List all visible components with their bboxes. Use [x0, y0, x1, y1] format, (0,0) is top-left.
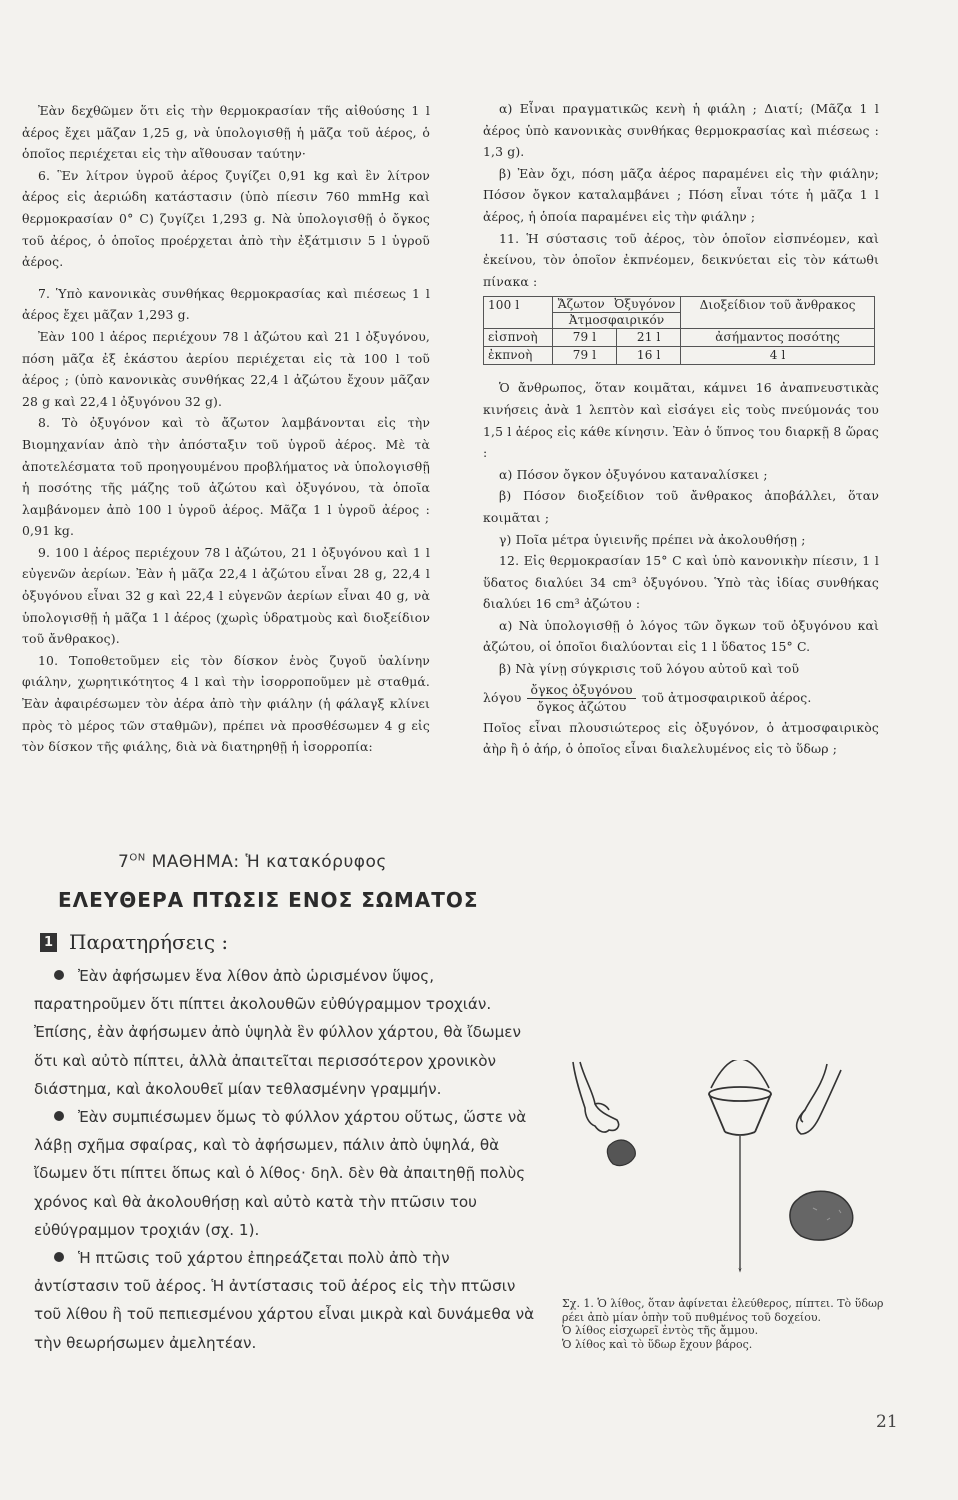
observation-2 — [34, 1103, 539, 1244]
cell-nitrogen: 79 l — [552, 329, 616, 347]
ratio-denominator: ὄγκος ἀζώτου — [536, 698, 627, 714]
problem-7-continued: Ἐὰν 100 l ἀέρος περιέχουν 78 l ἀζώτου καὶ 21 l ὀξυγόνου, πόση μᾶζα ἐξ ἑκάστου ἀερίου περιέχεται εἰς τὰ 100 l τοῦ ἀέρος ; (ὑπὸ κανονικὰς συνθήκας 22,4 l ἀζώτου ἔχουν μᾶζαν 28 g καὶ 22,4 l ὀξυγόνου 32 g). — [22, 328, 430, 409]
hand-icon-right — [797, 1064, 841, 1134]
problem-7: 7. Ὑπὸ κανονικὰς συνθήκας θερμοκρασίας καὶ πιέσεως 1 l ἀέρος ἔχει μᾶζαν 1,293 g. — [22, 285, 430, 323]
problem-11: 11. Ἡ σύστασις τοῦ ἀέρος, τὸν ὁποῖον εἰσπνέομεν, καὶ ἐκείνου, τὸν ὁποῖον ἐκπνέομεν, δεικνύεται εἰς τὸν κάτωθι πίνακα : — [483, 230, 879, 289]
observations-text — [34, 962, 539, 1357]
cell-co2: ἀσήμαντος ποσότης — [681, 329, 875, 347]
problem-12-a: α) Νὰ ὑπολογισθῇ ὁ λόγος τῶν ὄγκων τοῦ ὀξυγόνου καὶ ἀζώτου, οἱ ὁποῖοι διαλύονται εἰς 1 l ὕδατος 15° C. — [483, 617, 879, 655]
table-corner: 100 l — [484, 297, 553, 329]
problem-12-end: Ποῖος εἶναι πλουσιώτερος εἰς ὀξυγόνον, ὁ ἀτμοσφαιρικὸς ἀὴρ ἢ ὁ ἀήρ, ὁ ὁποῖος εἶναι διαλελυμένος εἰς τὸ ὕδωρ ; — [483, 719, 879, 757]
problem-11-text: Ὁ ἄνθρωπος, ὅταν κοιμᾶται, κάμνει 16 ἀναπνευστικὰς κινήσεις ἀνὰ 1 λεπτὸν καὶ εἰσάγει εἰς τοὺς πνεύμονάς του 1,5 l ἀέρος εἰς κάθε κίνησιν. Ἐὰν ὁ ὕπνος του διαρκῇ 8 ὥρας : — [483, 380, 879, 461]
problem-11-b: β) Πόσον διοξείδιον τοῦ ἄνθρακος ἀποβάλλει, ὅταν κοιμᾶται ; — [483, 488, 879, 525]
row-label: εἰσπνοὴ — [484, 329, 553, 347]
page-number: 21 — [876, 1412, 898, 1432]
observations-heading — [40, 930, 228, 954]
problem-12: 12. Εἰς θερμοκρασίαν 15° C καὶ ὑπὸ κανονικὴν πίεσιν, 1 l ὕδατος διαλύει 34 cm³ ὀξυγόνου. Ὑπὸ τὰς ἰδίας συνθήκας διαλύει 16 cm³ ἀζώτου : — [483, 553, 879, 612]
problem-12-b: β) Νὰ γίνῃ σύγκρισις τοῦ λόγου αὐτοῦ καὶ τοῦ — [499, 661, 800, 677]
bucket-icon — [709, 1060, 771, 1135]
table-row — [484, 347, 875, 365]
caption-line-2: Ὁ λίθος εἰσχωρεῖ ἐντὸς τῆς ἄμμου. — [562, 1324, 759, 1337]
header-atmospheric: Ἀτμοσφαιρικόν — [553, 312, 680, 328]
lesson-heading — [118, 852, 387, 872]
observation-3-text: Ἡ πτῶσις τοῦ χάρτου ἐπηρεάζεται πολὺ ἀπὸ τὴν ἀντίστασιν τοῦ ἀέρος. Ἡ ἀντίστασις τοῦ ἀέρος εἰς τὴν πτῶσιν τοῦ λίθου ἢ τοῦ πεπιεσμένου χάρτου εἶναι μικρὰ καὶ δυνάμεθα νὰ τὴν θεωρήσωμεν ἀμελητέαν. — [34, 1249, 535, 1352]
table-row — [484, 329, 875, 347]
header-oxygen: Ὀξυγόνον — [614, 297, 676, 312]
lesson-number-suffix: ΟΝ — [129, 852, 146, 864]
ratio-numerator: ὄγκος ὀξυγόνου — [527, 682, 635, 699]
observation-3 — [34, 1244, 539, 1357]
cell-co2: 4 l — [681, 347, 875, 365]
observations-label: Παρατηρήσεις : — [69, 930, 229, 954]
bullet-icon — [54, 1252, 64, 1262]
stone-icon — [790, 1191, 853, 1240]
question-b: β) Ἐὰν ὄχι, πόση μᾶζα ἀέρος παραμένει εἰς τὴν φιάλην; Πόσον ὄγκον καταλαμβάνει ; Πόση εἶναι τότε ἡ μᾶζα 1 l ἀέρος, ἡ ὁποία παραμένει εἰς τὴν φιάλην ; — [483, 165, 879, 224]
cell-oxygen: 21 l — [617, 329, 681, 347]
left-column — [22, 100, 430, 758]
bullet-icon — [54, 1111, 64, 1121]
lesson-number: 7 — [118, 852, 130, 872]
problem-10: 10. Τοποθετοῦμεν εἰς τὸν δίσκον ἑνὸς ζυγοῦ ὑαλίνην φιάλην, χωρητικότητος 4 l καὶ τὴν ἰσορροποῦμεν μὲ σταθμά. Ἐὰν ἀφαιρέσωμεν τὸν ἀέρα ἀπὸ τὴν φιάλην (ἡ φάλαγξ κλίνει πρὸς τὸ μέρος τῶν σταθμῶν), πρέπει νὰ προσθέσωμεν 4 g εἰς τὸν δίσκον τῆς φιάλης, διὰ νὰ διατηρηθῇ ἡ ἰσορροπία: — [22, 652, 430, 755]
lesson-heading-text: ΜΑΘΗΜΑ: Ἡ κατακόρυφος — [151, 852, 387, 872]
ratio-expression — [483, 682, 811, 715]
observation-1-text: Ἐὰν ἀφήσωμεν ἕνα λίθον ἀπὸ ὡρισμένον ὕψος, παρατηροῦμεν ὅτι πίπτει ἀκολουθῶν εὐθύγραμμον τροχιάν. Ἐπίσης, ἐὰν ἀφήσωμεν ἀπὸ ὑψηλὰ ἓν φύλλον χάρτου, θὰ ἴδωμεν ὅτι καὶ αὐτὸ πίπτει, ἀλλὰ ἀπαιτεῖται περισσότερον χρονικὸν διάστημα, καὶ ἀκολουθεῖ μίαν τεθλασμένην γραμμήν. — [34, 967, 521, 1098]
header-nitrogen: Ἄζωτον — [557, 297, 605, 312]
right-column — [483, 98, 879, 760]
cell-oxygen: 16 l — [617, 347, 681, 365]
table-header-row — [484, 297, 875, 329]
problem-11-a: α) Πόσον ὄγκον ὀξυγόνου καταναλίσκει ; — [499, 466, 768, 482]
figure-caption — [562, 1297, 902, 1351]
section-number-box: 1 — [40, 933, 57, 952]
crumpled-paper-ball-icon — [607, 1140, 635, 1166]
header-co2: Διοξείδιον τοῦ ἄνθρακος — [681, 297, 875, 329]
observation-2-text: Ἐὰν συμπιέσωμεν ὅμως τὸ φύλλον χάρτου οὕτως, ὥστε νὰ λάβῃ σχῆμα σφαίρας, καὶ τὸ ἀφήσωμεν, πάλιν ἀπὸ ὑψηλά, θὰ ἴδωμεν ὅτι πίπτει ὅπως καὶ ὁ λίθος· δηλ. δὲν θὰ ἀπαιτηθῇ πολὺς χρόνος καὶ θὰ ἀκολουθήσῃ καὶ αὐτὸ κατὰ τὴν πτῶσιν του εὐθύγραμμον τροχιάν (σχ. 1). — [34, 1108, 527, 1239]
bullet-icon — [54, 970, 64, 980]
row-label: ἐκπνοὴ — [484, 347, 553, 365]
problem-9: 9. 100 l ἀέρος περιέχουν 78 l ἀζώτου, 21 l ὀξυγόνου καὶ 1 l εὐγενῶν ἀερίων. Ἐὰν ἡ μᾶζα 22,4 l ἀζώτου εἶναι 28 g, 22,4 l ὀξυγόνου εἶναι 32 g καὶ 22,4 l εὐγενῶν ἀερίων εἶναι 40 g, νὰ ὑπολογισθῇ ἡ μᾶζα 1 l ἀέρος (χωρὶς ὑδρατμοὺς καὶ διοξείδιον τοῦ ἄνθρακος). — [22, 544, 430, 647]
water-drop-icon — [739, 1268, 741, 1271]
ratio-fraction — [527, 682, 635, 715]
caption-line-1: Σχ. 1. Ὁ λίθος, ὅταν ἀφίνεται ἐλεύθερος, πίπτει. Τὸ ὕδωρ ρέει ἀπὸ μίαν ὀπὴν τοῦ πυθμένος τοῦ δοχείου. — [562, 1297, 884, 1324]
problem-6: 6. Ἓν λίτρον ὑγροῦ ἀέρος ζυγίζει 0,91 kg καὶ ἓν λίτρον ἀέρος εἰς ἀεριώδη κατάστασιν (ὑπὸ πίεσιν 760 mmHg καὶ θερμοκρασίαν 0° C) ζυγίζει 1,293 g. Νὰ ὑπολογισθῇ ὁ ὄγκος τοῦ ἀέρος, ὁ ὁποῖος προέρχεται ἀπὸ τὴν ἐξάτμισιν 5 l ὑγροῦ ἀέρος. — [22, 167, 430, 270]
ratio-suffix: τοῦ ἀτμοσφαιρικοῦ ἀέρος. — [641, 690, 812, 706]
question-a: α) Εἶναι πραγματικῶς κενὴ ἡ φιάλη ; Διατί; (Μᾶζα 1 l ἀέρος ὑπὸ κανονικὰς συνθήκας θερμοκρασίας καὶ πιέσεως : 1,3 g). — [483, 101, 879, 160]
falling-bodies-figure — [565, 1060, 920, 1290]
observation-1 — [34, 962, 539, 1103]
section-title: ΕΛΕΥΘΕΡΑ ΠΤΩΣΙΣ ΕΝΟΣ ΣΩΜΑΤΟΣ — [58, 888, 479, 912]
problem-5-text: Ἐὰν δεχθῶμεν ὅτι εἰς τὴν θερμοκρασίαν τῆς αἰθούσης 1 l ἀέρος ἔχει μᾶζαν 1,25 g, νὰ ὑπολογισθῇ ἡ μᾶζα τοῦ ἀέρος, ὁ ὁποῖος περιέχεται εἰς τὴν αἴθουσαν ταύτην· — [22, 103, 430, 162]
caption-line-3: Ὁ λίθος καὶ τὸ ὕδωρ ἔχουν βάρος. — [562, 1337, 753, 1351]
problem-11-c: γ) Ποῖα μέτρα ὑγιεινῆς πρέπει νὰ ἀκολουθήσῃ ; — [499, 531, 806, 547]
ratio-prefix: λόγου — [483, 690, 522, 706]
table-header-gases — [552, 297, 680, 329]
cell-nitrogen: 79 l — [552, 347, 616, 365]
problem-8: 8. Τὸ ὀξυγόνον καὶ τὸ ἄζωτον λαμβάνονται εἰς τὴν Βιομηχανίαν ἀπὸ τὴν ἀπόσταξιν τοῦ ὑγροῦ ἀέρος. Μὲ τὰ ἀποτελέσματα τοῦ προηγουμένου προβλήματος νὰ ὑπολογισθῇ ἡ ποσότης τῆς μάζης τοῦ ἀζώτου καὶ ὀξυγόνου, τὰ ὁποῖα λαμβάνομεν ἀπὸ 100 l ὑγροῦ ἀέρος. Μᾶζα 1 l ὑγροῦ ἀέρος : 0,91 kg. — [22, 415, 430, 539]
air-composition-table — [483, 296, 875, 365]
hand-icon-left — [573, 1062, 619, 1132]
